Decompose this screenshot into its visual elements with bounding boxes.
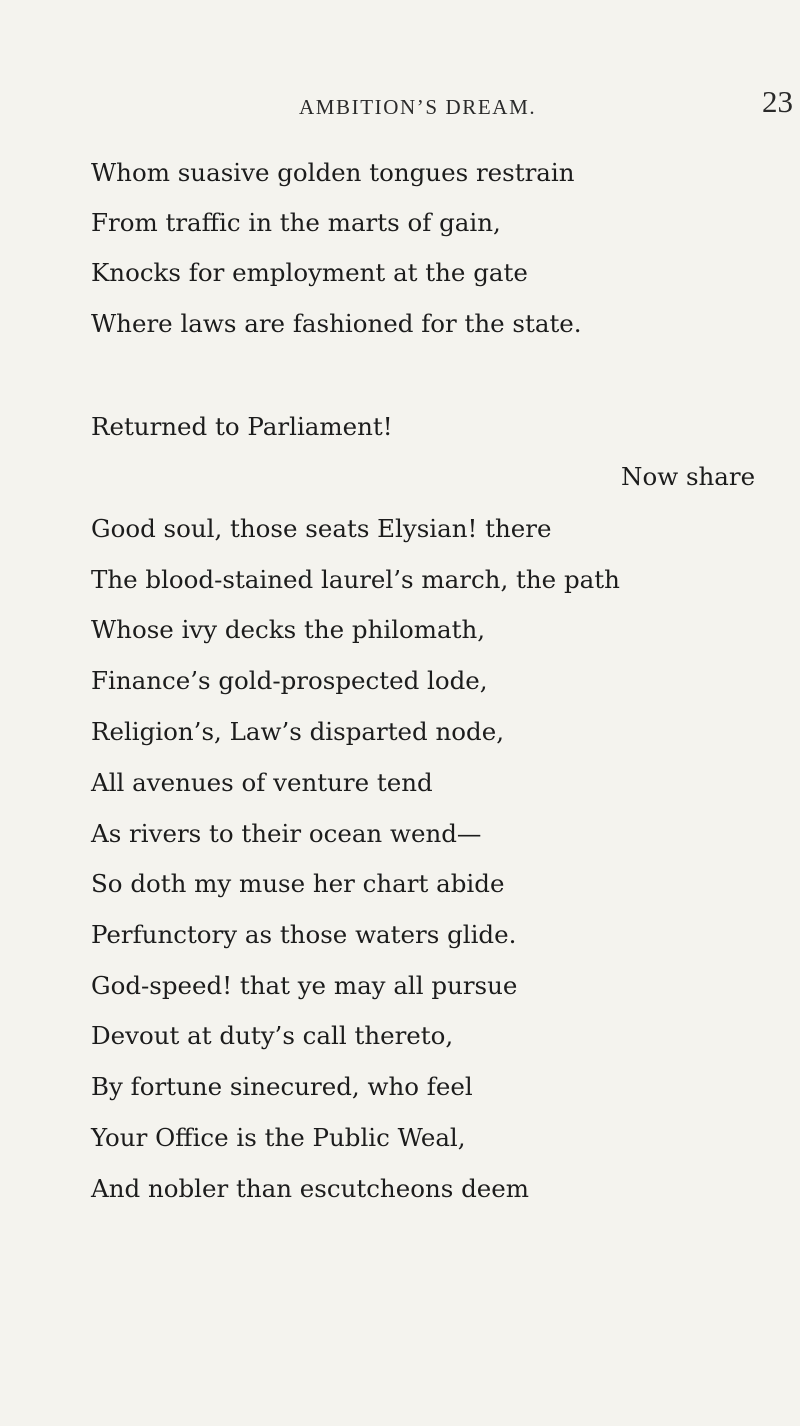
poem-line: From traffic in the marts of gain, xyxy=(91,208,501,237)
page-number: 23 xyxy=(762,84,793,119)
running-head-title: AMBITION’S DREAM. xyxy=(299,95,537,119)
poem-line: Where laws are fashioned for the state. xyxy=(91,309,582,338)
poem-line: All avenues of venture tend xyxy=(91,768,433,797)
poem-line: Returned to Parliament! xyxy=(91,412,393,441)
poem-line: Whom suasive golden tongues restrain xyxy=(91,158,575,187)
poem-line: By fortune sinecured, who feel xyxy=(91,1072,473,1101)
poem-line: Religion’s, Law’s disparted node, xyxy=(91,717,505,746)
poem-line: Devout at duty’s call thereto, xyxy=(91,1021,454,1050)
poem-line: The blood-stained laurel’s march, the path xyxy=(91,565,620,594)
poem-line: Finance’s gold-prospected lode, xyxy=(91,666,488,695)
poem-line: So doth my muse her chart abide xyxy=(91,869,505,898)
poem-line: Knocks for employment at the gate xyxy=(91,258,528,287)
poem-line: Whose ivy decks the philomath, xyxy=(91,615,486,644)
poem-line: Perfunctory as those waters glide. xyxy=(91,920,517,949)
poem-line: Your Office is the Public Weal, xyxy=(91,1123,466,1152)
poem-line: Good soul, those seats Elysian! there xyxy=(91,514,552,543)
poem-line-continuation: Now share xyxy=(621,462,756,491)
poem-line: As rivers to their ocean wend— xyxy=(91,819,482,848)
poem-line: And nobler than escutcheons deem xyxy=(91,1174,530,1203)
poem-line: God-speed! that ye may all pursue xyxy=(91,971,518,1000)
